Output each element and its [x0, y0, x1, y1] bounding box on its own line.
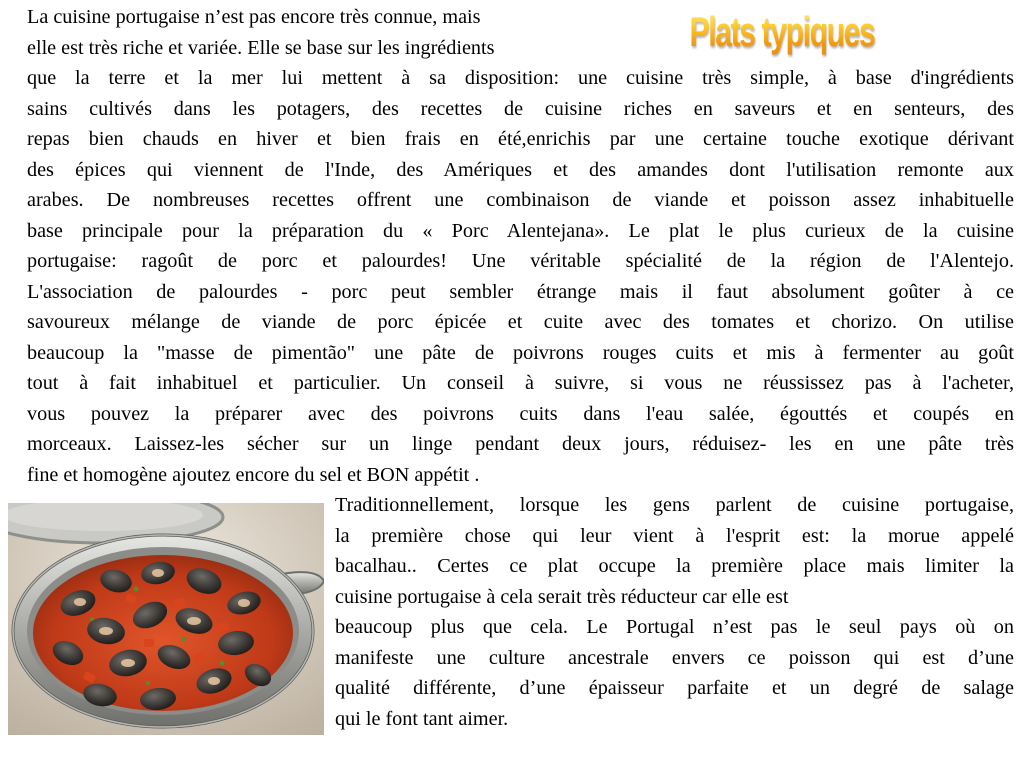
intro-line: La cuisine portugaise n’est pas encore très connue, mais: [27, 6, 481, 28]
paragraph-line: beaucoup plus que cela. Le Portugal n’est pas le seul pays où on: [335, 616, 1014, 638]
paragraph-line: portugaise: ragoût de porc et palourdes! Une véritable spécialité de la région de l'Alentejo.: [27, 250, 1014, 272]
paragraph-line: manifeste une culture ancestrale envers ce poisson qui est d’une: [335, 646, 1014, 669]
paragraph-line: qui le font tant aimer.: [335, 707, 509, 730]
paragraph-line: arabes. De nombreuses recettes offrent une combinaison de viande et poisson assez inhabituelle: [27, 189, 1014, 211]
paragraph-line: vous pouvez la préparer avec des poivrons cuits dans l'eau salée, égouttés et coupés en: [27, 402, 1014, 425]
intro-text: [27, 2, 627, 63]
paragraph-line: fine et homogène ajoutez encore du sel et BON appétit .: [27, 463, 480, 486]
paragraph-line: que la terre et la mer lui mettent à sa disposition: une cuisine très simple, à base d'ingrédients: [27, 67, 1014, 89]
slide-title: Plats typiques: [688, 5, 875, 59]
paragraph-line: Traditionnellement, lorsque les gens parlent de cuisine portugaise,: [335, 494, 1014, 516]
paragraph-line: beaucoup la "masse de pimentão" une pâte de poivrons rouges cuits et mis à fermenter au goût: [27, 341, 1014, 364]
paragraph-line: bacalhau.. Certes ce plat occupe la première place mais limiter la: [335, 555, 1014, 577]
paragraph-line: repas bien chauds en hiver et bien frais en été,enrichis par une certaine touche exotique dérivant: [27, 128, 1014, 150]
paragraph-portuguese-cuisine: [27, 63, 1014, 490]
paragraph-line: la première chose qui leur vient à l'esprit est: la morue appelé: [335, 524, 1014, 547]
paragraph-line: base principale pour la préparation du « Porc Alentejana». Le plat le plus curieux de la cuisine: [27, 219, 1014, 242]
paragraph-line: cuisine portugaise à cela serait très réducteur car elle est: [335, 585, 789, 608]
paragraph-line: des épices qui viennent de l'Inde, des Amériques et des amandes dont l'utilisation remonte aux: [27, 158, 1014, 181]
dish-photo-icon: [8, 503, 324, 735]
intro-line: elle est très riche et variée. Elle se base sur les ingrédients: [27, 36, 495, 59]
paragraph-line: savoureux mélange de viande de porc épicée et cuite avec des tomates et chorizo. On utilise: [27, 311, 1014, 333]
paragraph-line: tout à fait inhabituel et particulier. Un conseil à suivre, si vous ne réussissez pas à l'acheter,: [27, 372, 1014, 394]
paragraph-bacalhau: [335, 490, 1014, 734]
paragraph-line: morceaux. Laissez-les sécher sur un linge pendant deux jours, réduisez- les en une pâte très: [27, 433, 1014, 455]
paragraph-line: L'association de palourdes - porc peut sembler étrange mais il faut absolument goûter à ce: [27, 280, 1014, 303]
paragraph-line: qualité différente, d’une épaisseur parfaite et un degré de salage: [335, 677, 1014, 699]
paragraph-line: sains cultivés dans les potagers, des recettes de cuisine riches en saveurs et en senteurs, des: [27, 97, 1014, 120]
